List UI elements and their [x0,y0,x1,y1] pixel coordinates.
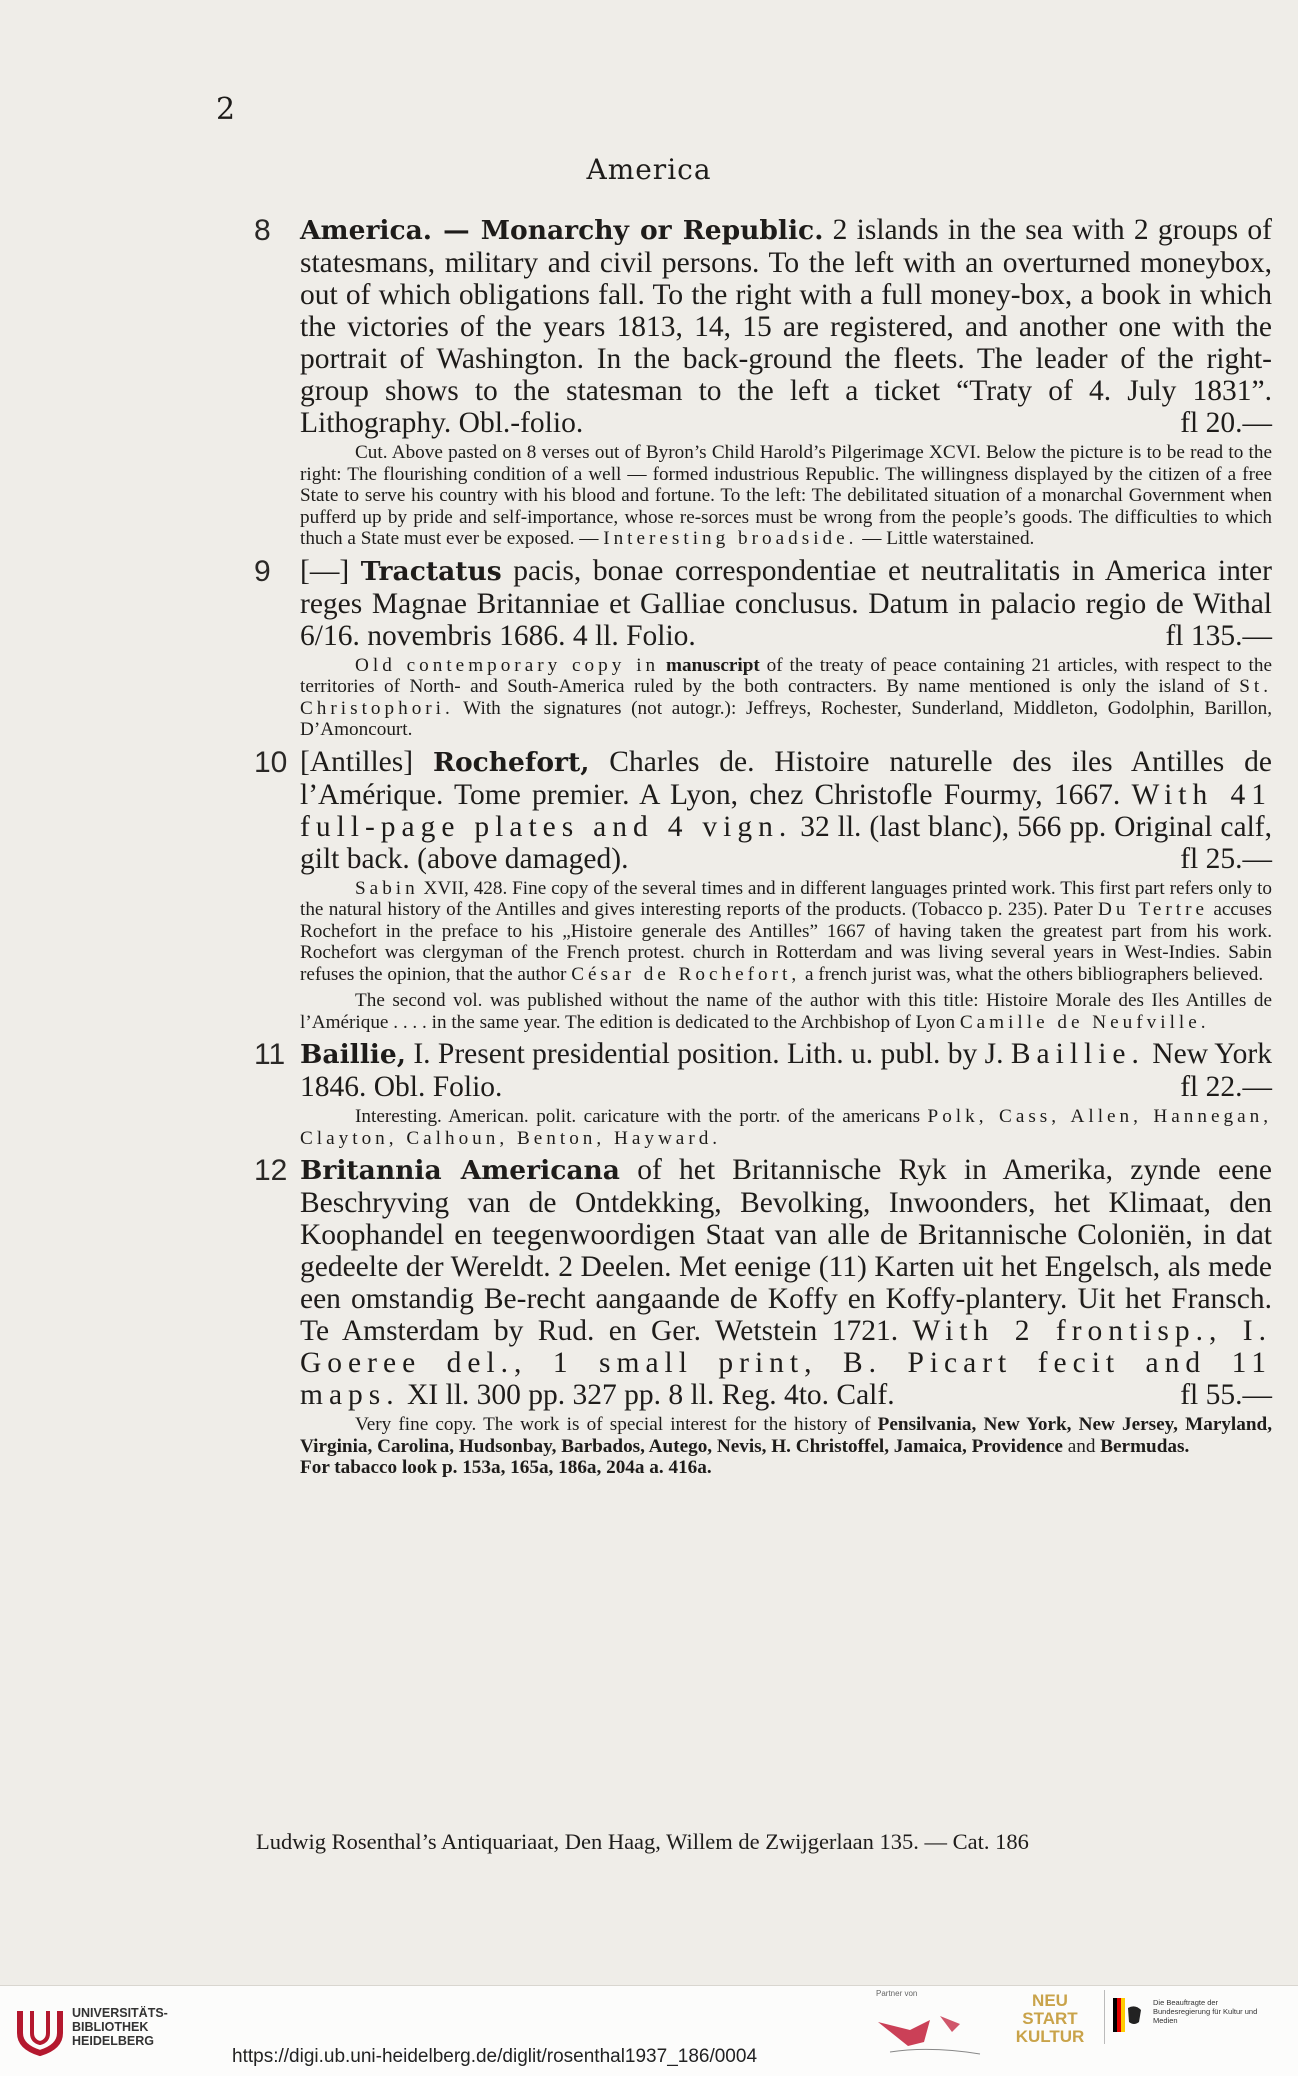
note-bold: For tabacco look p. 153a, 165a, 186a, 204a a. 416a. [300,1457,712,1478]
entry-number: 9 [254,554,271,588]
entry-description [300,1154,1272,1411]
entry-heading: America. — Monarchy or Republic. [300,215,824,246]
partner-label: Partner von [876,1989,918,1998]
note-text: of the treaty of peace containing 21 articles, with respect to the territories of North- and South-America ruled by the both contracters. By name mentioned is only the island of [300,654,1272,697]
entry-price: fl 20.— [1180,407,1272,439]
note-text: Cut. Above pasted on 8 verses out of Byron’s Child Harold’s Pilgerimage XCVI. Below the picture is to be read to the right: The flourishing condition of a well — formed industrious Republic. The willingness displayed by the citizen of a free State to serve his country with his blood and fortune. To the left: The debilitated situation of a monarchal Government when pufferd up by pride and self-importance, whose re-sorces must be wrong from the people’s goods. The difficulties to which thuch a State must ever be exposed. — [300,442,1272,549]
catalogue-entry [254,1038,1273,1149]
note-spaced: César de Rochefort, [571,963,801,985]
university-library-logo-icon[interactable] [14,2003,66,2063]
catalogue-entries [254,214,1273,1484]
catalogue-entry [254,554,1272,741]
entry-text: I. Present presidential position. Lith. u. publ. by J. [405,1038,1011,1070]
neustart-kultur-logo-icon[interactable]: NEU START KULTUR [1015,1991,1085,2046]
note-bold: Pensilvania, New York, New Jersey, Maryland, Virginia, Carolina, Hudsonbay, Barbados, Autego, Nevis, H. Christoffel, Jamaica, Providence [300,1414,1272,1457]
entry-note [300,990,1272,1033]
note-text: Very fine copy. The work is of special interest for the history of [355,1414,878,1435]
note-text: accuses Rochefort in the preface to his „Histoire generale des Antilles” 1667 of having taken the greatest part from his work. Rochefort was clergyman of the French protest. church in Rotterdam and was living several years in West-Indies. Sabin refuses the opinion, that the author [300,899,1272,985]
catalogue-footer: Ludwig Rosenthal’s Antiquariaat, Den Haag, Willem de Zwijgerlaan 135. — Cat. 186 [256,1829,1029,1854]
note-spaced: Old contemporary copy in [355,654,660,676]
note-spaced: Du Tertre [1098,899,1209,920]
entry-note [300,1414,1272,1479]
note-bold: Bermudas. [1100,1435,1190,1457]
entry-text-end: XI ll. 300 pp. 327 pp. 8 ll. Reg. 4to. Calf. [399,1379,895,1411]
entry-price: fl 25.— [1180,842,1272,875]
entry-description [300,555,1272,652]
entry-heading: Britannia Americana [300,1155,620,1186]
dfg-partner-logo-icon[interactable] [870,2002,990,2066]
entry-price: fl 55.— [1180,1379,1272,1411]
entry-note [300,655,1272,741]
entry-number: 11 [254,1038,286,1071]
note-text: and [1062,1435,1101,1457]
note-end: a french jurist was, what the others bibliographers believed. [800,963,1264,985]
entry-bracket: [Antilles] [300,745,433,778]
note-text: XVII, 428. Fine copy of the several times and in different languages printed work. This first part refers only to the natural history of the Antilles and gives interesting reports of the products. (Tobacco p. 235). Pater [300,877,1272,920]
entry-heading: Tractatus [360,555,502,587]
federal-government-logo-icon[interactable] [1104,1990,1275,2044]
entry-heading: Rochefort, [432,746,590,778]
entry-description [300,1038,1272,1103]
note-spaced: Sabin [355,877,419,899]
entry-bracket: [—] [300,554,361,587]
note-spaced: Interesting broadside. [603,528,858,549]
note-spaced: St. Christophori. [300,676,1272,719]
section-title: America [586,153,712,186]
entry-note [300,1106,1272,1149]
note-end: — Little waterstained. [857,528,1035,549]
catalogue-entry [254,214,1272,550]
entry-note [300,442,1272,550]
entry-number: 10 [254,745,288,779]
entry-heading: Baillie, [300,1039,406,1070]
library-name: UNIVERSITÄTS- BIBLIOTHEK HEIDELBERG [72,2006,168,2048]
entry-price: fl 22.— [1180,1071,1272,1103]
entry-note [300,878,1272,986]
entry-spaced: With 41 full-page plates and 4 vign. [300,778,1272,843]
note-text: The second vol. was published without the name of the author with this title: Histoire Morale des Iles Antilles de l’Amérique . . . . in the same year. The edition is dedicated to the Archbishop of Lyon [300,990,1272,1033]
federal-government-text: Die Beauftragte der Bundesregierung für Kultur und Medien [1153,1998,1258,2025]
entry-text: pacis, bonae correspondentiae et neutralitatis in America inter reges Magnae Britanniae et Galliae conclusus. Datum in palacio regio de Withal 6/16. novembris 1686. 4 ll. Folio. [300,554,1272,652]
entry-price: fl 135.— [1165,619,1272,652]
note-spaced: Polk, Cass, Allen, Hannegan, Clayton, Calhoun, Benton, Hayward. [300,1106,1273,1149]
entry-text: of het Britannische Ryk in Amerika, zynde eene Beschryving van de Ontdekking, Bevolking, Inwoonders, het Klimaat, den Koophandel en teegenwoordigen Staat van alle de Britannische Coloniën, in dat gedeelte der Wereldt. 2 Deelen. Met eenige (11) Karten uit het Engelsch, als mede een omstandig Be-recht aangaande de Koffy en Koffy-plantery. Uit het Fransch. Te Amsterdam by Rud. en Ger. Wetstein 1721. [300,1154,1273,1347]
note-bold: manuscript [659,654,760,676]
entry-text-end: New York 1846. Obl. Folio. [300,1038,1272,1103]
entry-spaced: Baillie. [1010,1038,1145,1070]
entry-text: Charles de. Histoire naturelle des iles Antilles de l’Amérique. Tome premier. A Lyon, chez Christofle Fourmy, 1667. [300,745,1273,811]
entry-spaced: With 2 frontisp., I. Goeree del., 1 small print, B. Picart fecit and 11 maps. [300,1315,1272,1411]
catalogue-entry [254,745,1273,1034]
entry-number: 8 [254,214,271,247]
permalink-url[interactable]: https://digi.ub.uni-heidelberg.de/diglit/rosenthal1937_186/0004 [232,2046,758,2067]
note-text: Interesting. American. polit. caricature with the portr. of the americans [355,1106,928,1127]
note-spaced: Camille de Neufville. [959,1011,1210,1033]
entry-number: 12 [254,1154,288,1187]
entry-description [300,214,1272,439]
catalogue-entry [254,1154,1273,1479]
page-number: 2 [216,92,236,127]
note-end: With the signatures (not autogr.): Jeffreys, Rochester, Sunderland, Middleton, Godolphin, Barillon, D’Amoncourt. [300,697,1272,740]
entry-text: 2 islands in the sea with 2 groups of statesmans, military and civil persons. To the left with an overturned moneybox, out of which obligations fall. To the right with a full money-box, a book in which the victories of the years 1813, 14, 15 are registered, and another one with the portrait of Washington. In the back-ground the fleets. The leader of the right-group shows to the statesman to the left a ticket “Traty of 4. July 1831”. Lithography. Obl.-folio. [300,214,1272,439]
entry-text-end: 32 ll. (last blanc), 566 pp. Original calf, gilt back. (above damaged). [300,810,1272,875]
entry-description [300,746,1272,875]
